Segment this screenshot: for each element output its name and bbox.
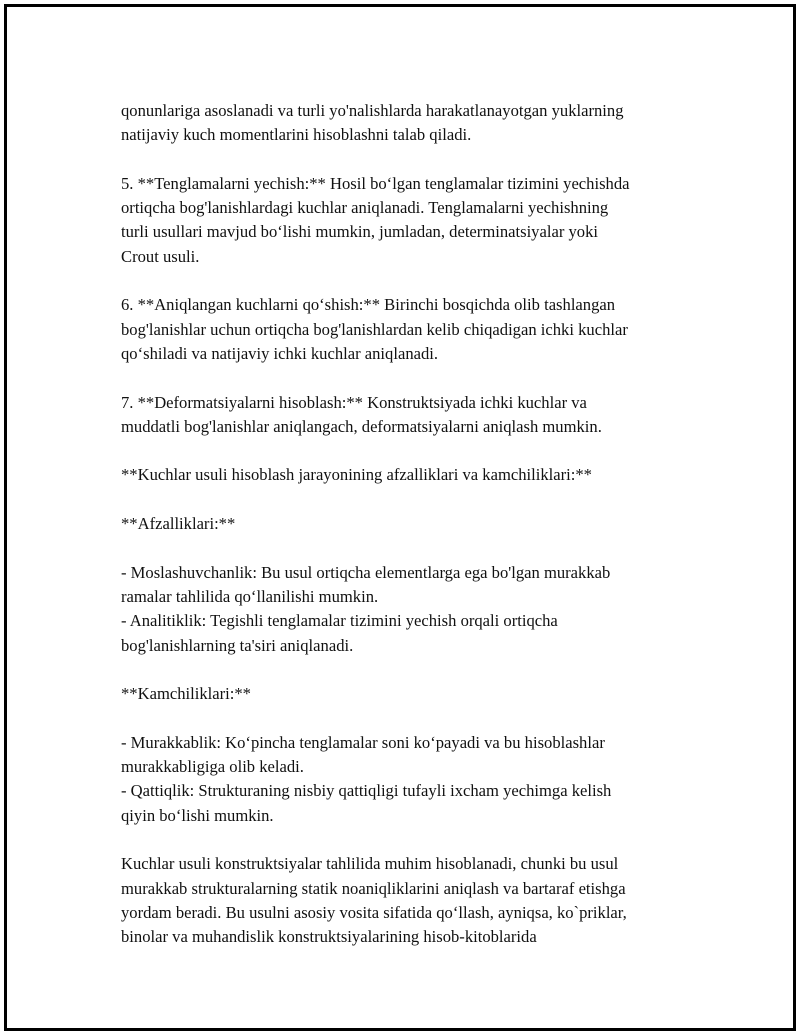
paragraph bbox=[121, 293, 691, 366]
paragraph bbox=[121, 512, 691, 536]
text-line: qo‘shiladi va natijaviy ichki kuchlar aniqlanadi. bbox=[121, 343, 439, 363]
text-line: yordam beradi. Bu usulni asosiy vosita sifatida qo‘llash, ayniqsa, ko`priklar, bbox=[121, 902, 627, 922]
paragraph bbox=[121, 561, 691, 658]
paragraph bbox=[121, 391, 691, 440]
text-line: Kuchlar usuli konstruktsiyalar tahlilida muhim hisoblanadi, chunki bu usul bbox=[121, 854, 619, 874]
document-body bbox=[121, 99, 691, 974]
page-frame bbox=[4, 4, 796, 1031]
paragraph bbox=[121, 99, 691, 148]
text-line: 6. **Aniqlangan kuchlarni qo‘shish:** Birinchi bosqichda olib tashlangan bbox=[121, 295, 616, 315]
text-line: **Afzalliklari:** bbox=[121, 514, 236, 534]
text-line: **Kuchlar usuli hisoblash jarayonining afzalliklari va kamchiliklari:** bbox=[121, 465, 592, 485]
text-line: qiyin bo‘lishi mumkin. bbox=[121, 805, 274, 825]
text-line: bog'lanishlar uchun ortiqcha bog'lanishlardan kelib chiqadigan ichki kuchlar bbox=[121, 319, 628, 339]
text-line: binolar va muhandislik konstruktsiyalarining hisob-kitoblarida bbox=[121, 927, 537, 947]
text-line: - Murakkablik: Ko‘pincha tenglamalar soni ko‘payadi va bu hisoblashlar bbox=[121, 732, 605, 752]
text-line: **Kamchiliklari:** bbox=[121, 684, 251, 704]
text-line: murakkab strukturalarning statik noaniqliklarini aniqlash va bartaraf etishga bbox=[121, 878, 626, 898]
paragraph bbox=[121, 731, 691, 828]
text-line: - Qattiqlik: Strukturaning nisbiy qattiqligi tufayli ixcham yechimga kelish bbox=[121, 781, 612, 801]
paragraph bbox=[121, 172, 691, 269]
text-line: natijaviy kuch momentlarini hisoblashni talab qiladi. bbox=[121, 125, 472, 145]
text-line: - Moslashuvchanlik: Bu usul ortiqcha elementlarga ega bo'lgan murakkab bbox=[121, 562, 611, 582]
paragraph bbox=[121, 682, 691, 706]
paragraph bbox=[121, 463, 691, 487]
paragraph bbox=[121, 852, 691, 949]
text-line: murakkabligiga olib keladi. bbox=[121, 757, 304, 777]
text-line: turli usullari mavjud bo‘lishi mumkin, jumladan, determinatsiyalar yoki bbox=[121, 222, 598, 242]
text-line: muddatli bog'lanishlar aniqlangach, deformatsiyalarni aniqlash mumkin. bbox=[121, 416, 602, 436]
text-line: qonunlariga asoslanadi va turli yo'nalishlarda harakatlanayotgan yuklarning bbox=[121, 101, 624, 120]
text-line: bog'lanishlarning ta'siri aniqlanadi. bbox=[121, 635, 354, 655]
text-line: - Analitiklik: Tegishli tenglamalar tizimini yechish orqali ortiqcha bbox=[121, 611, 558, 631]
text-line: ramalar tahlilida qo‘llanilishi mumkin. bbox=[121, 586, 379, 606]
text-line: ortiqcha bog'lanishlardagi kuchlar aniqlanadi. Tenglamalarni yechishning bbox=[121, 198, 609, 218]
text-line: 5. **Tenglamalarni yechish:** Hosil bo‘lgan tenglamalar tizimini yechishda bbox=[121, 173, 630, 193]
text-line: Crout usuli. bbox=[121, 246, 200, 266]
text-line: 7. **Deformatsiyalarni hisoblash:** Konstruktsiyada ichki kuchlar va bbox=[121, 392, 587, 412]
